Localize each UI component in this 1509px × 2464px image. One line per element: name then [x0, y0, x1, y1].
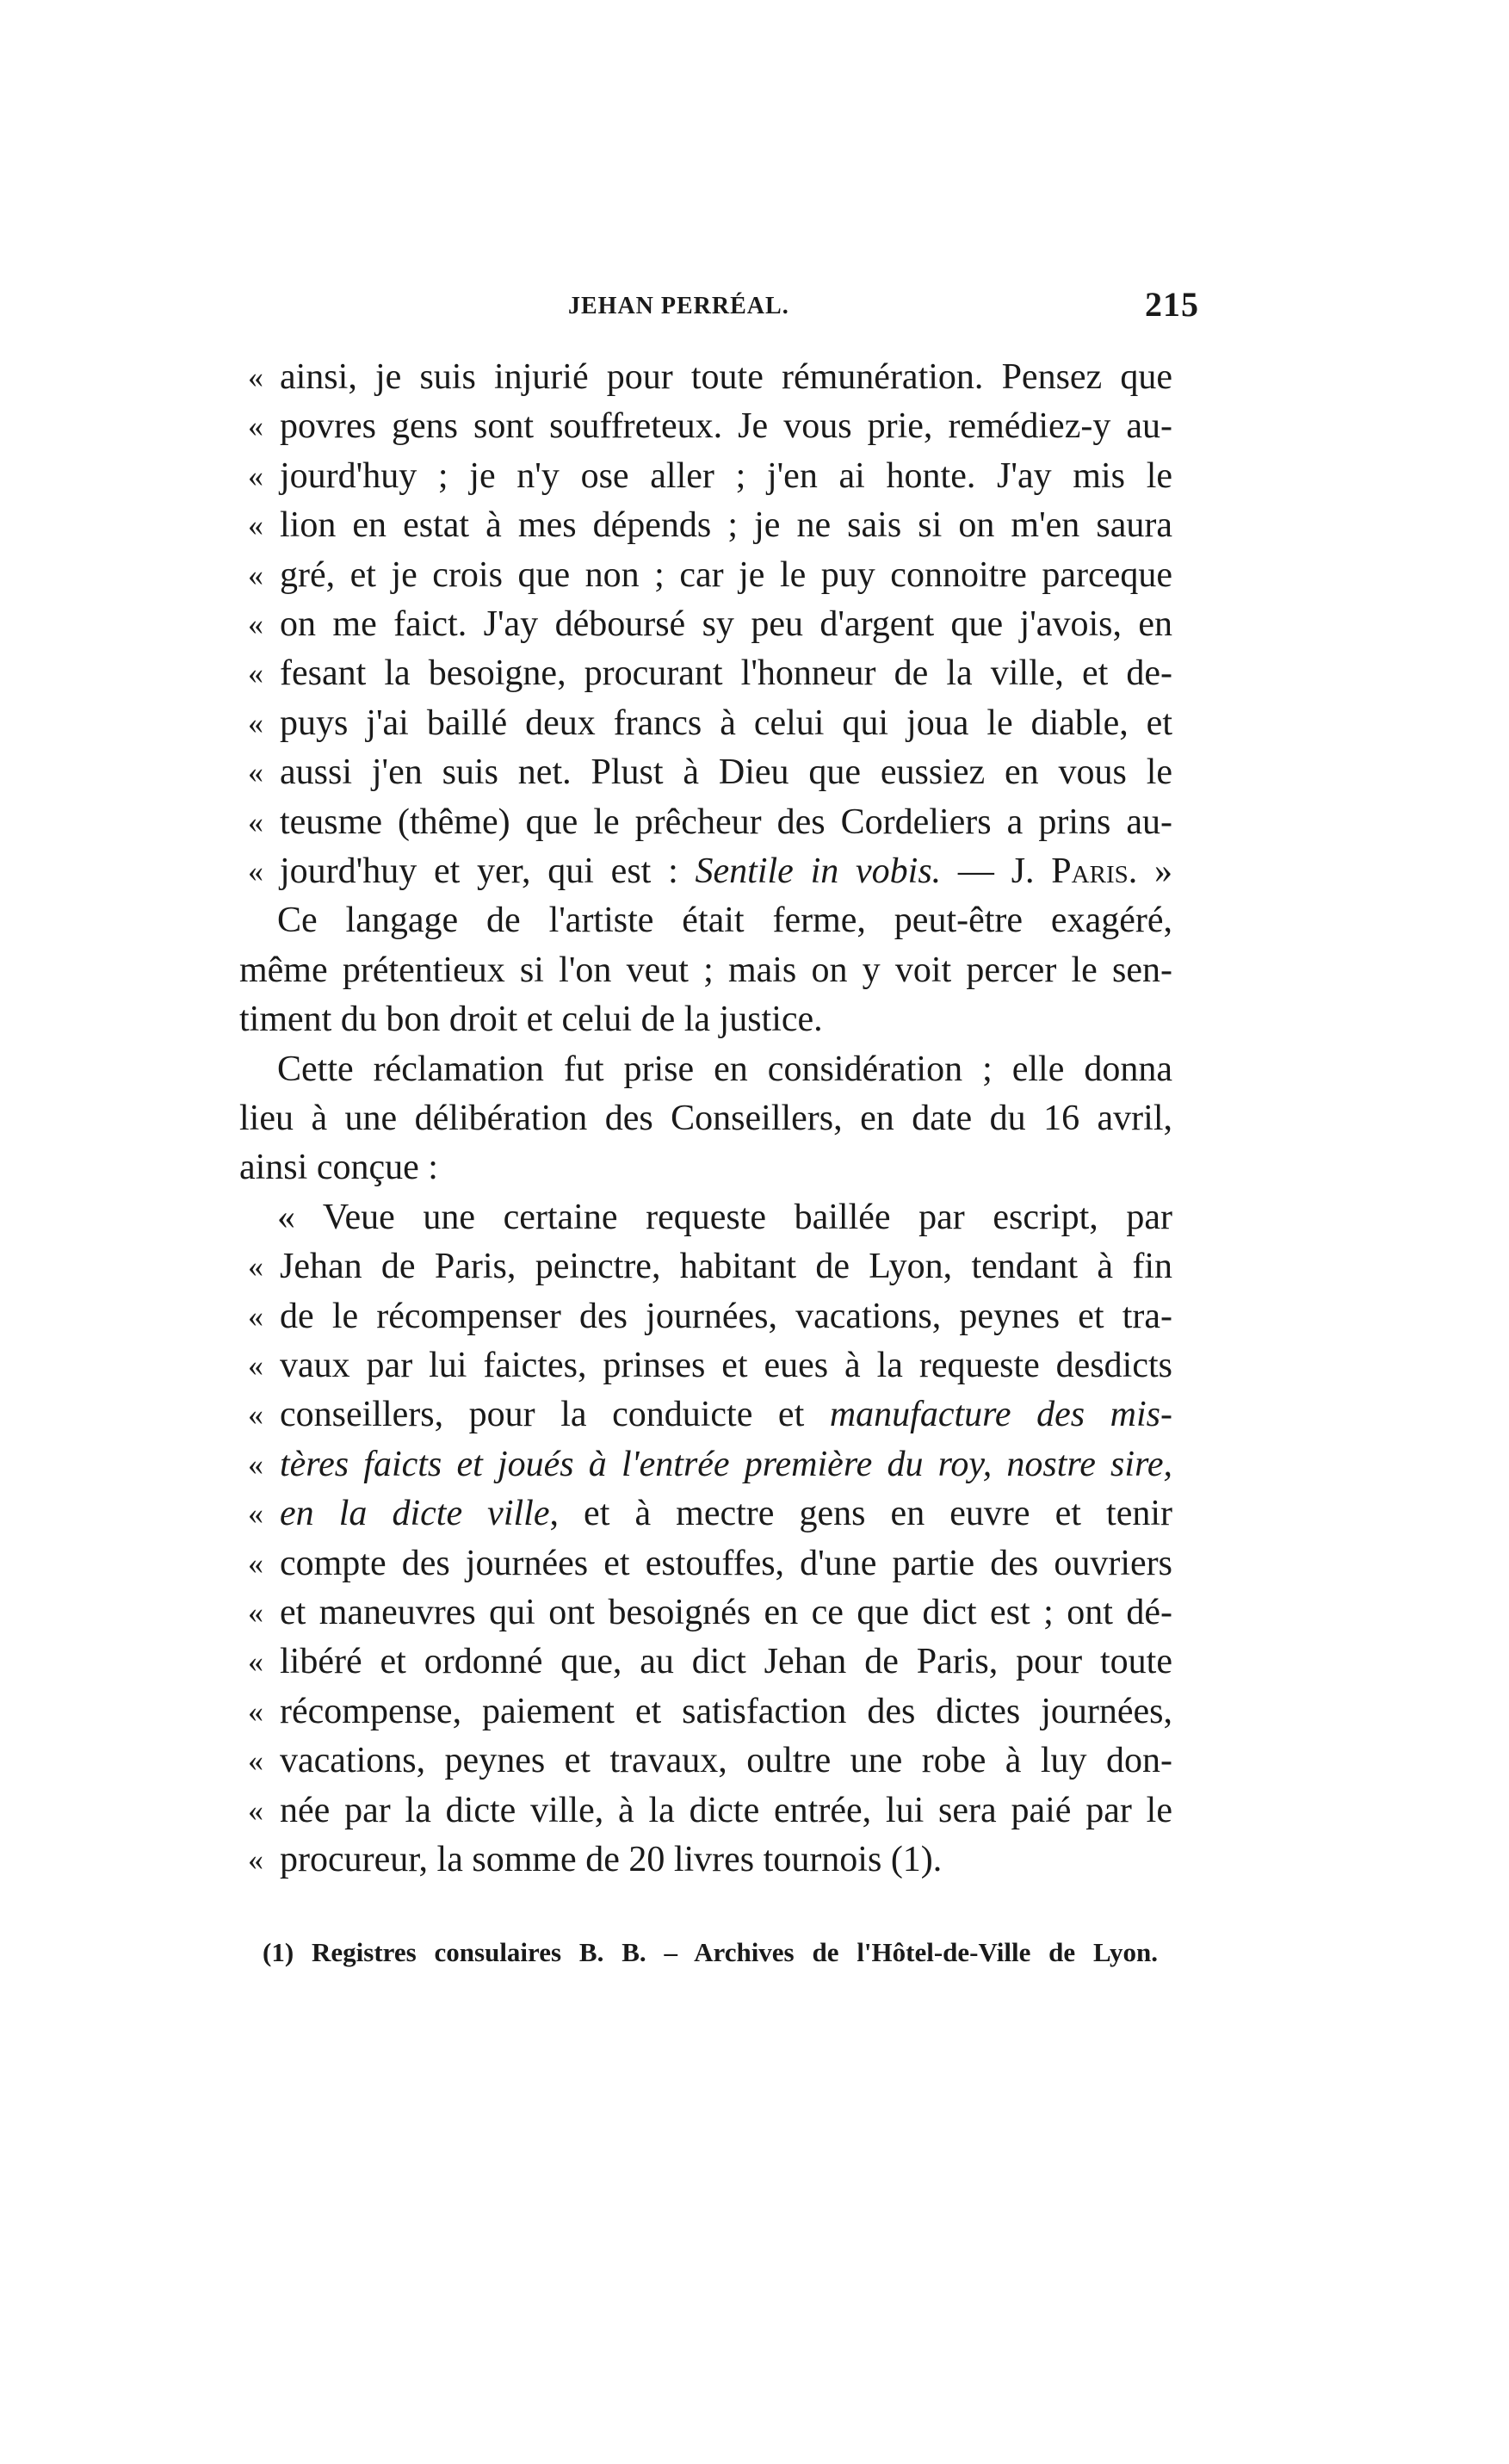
- line-text: [239, 946, 1172, 995]
- text-segment: Ce langage de l'artiste était ferme, peut-être exagéré,: [277, 901, 1172, 941]
- quote-mark: «: [248, 458, 263, 493]
- italic-text: manufacture des mis-: [829, 1395, 1172, 1435]
- quote-mark: «: [248, 1644, 263, 1680]
- line-text: [280, 1440, 1172, 1489]
- line-text: [280, 1588, 1172, 1638]
- text-segment: et maneuvres qui ont besoignés en ce que dict est ; ont dé-: [280, 1593, 1172, 1632]
- line-text: [277, 896, 1172, 945]
- running-head: JEHAN PERRÉAL.: [568, 293, 789, 319]
- italic-text: tères faicts et joués à l'entrée première du roy, nostre sire,: [280, 1444, 1172, 1484]
- text-segment: gré, et je crois que non ; car je le puy connoitre parceque: [280, 554, 1172, 595]
- text-segment: vacations, peynes et travaux, oultre une robe à luy don-: [280, 1741, 1172, 1781]
- quote-mark: «: [248, 656, 263, 691]
- line-text: [280, 1737, 1172, 1786]
- line-text: [280, 1638, 1172, 1687]
- text-segment: , et à mectre gens en euvre et tenir: [549, 1494, 1172, 1534]
- text-segment: jourd'huy ; je n'y ose aller ; j'en ai honte. J'ay mis le: [280, 455, 1172, 496]
- line-text: [280, 847, 1172, 896]
- line-text: [280, 1836, 1172, 1885]
- text-segment: timent du bon droit et celui de la justice.: [239, 1000, 823, 1040]
- line-text: [280, 1390, 1172, 1439]
- text-segment: compte des journées et estouffes, d'une partie des ouvriers: [280, 1543, 1172, 1583]
- line-text: [239, 1143, 1172, 1192]
- line-text: [280, 1242, 1172, 1291]
- text-segment: vaux par lui faictes, prinses et eues à la requeste desdicts: [280, 1346, 1172, 1385]
- line-text: [280, 748, 1172, 797]
- line-text: [280, 353, 1172, 402]
- quote-mark: «: [248, 557, 263, 592]
- quote-mark: «: [248, 1842, 263, 1877]
- line-text: [239, 995, 1172, 1044]
- text-segment: lion en estat à mes dépends ; je ne sais si on m'en saura: [280, 505, 1172, 546]
- text-segment: même prétentieux si l'on veut ; mais on y voit percer le sen-: [239, 950, 1172, 990]
- text-segment: Cette réclamation fut prise en considération ; elle donna: [277, 1049, 1172, 1089]
- text-segment: de le récompenser des journées, vacations, peynes et tra-: [280, 1296, 1172, 1336]
- text-segment: procureur, la somme de 20 livres tournois (1).: [280, 1840, 943, 1879]
- line-text: [280, 649, 1172, 698]
- quote-mark: «: [248, 705, 263, 740]
- text-segment: Jehan de Paris, peinctre, habitant de Lyon, tendant à fin: [280, 1247, 1172, 1287]
- quote-mark: «: [248, 1595, 263, 1630]
- page-number: 215: [1145, 285, 1199, 324]
- quote-mark: «: [248, 1446, 263, 1482]
- text-segment: lieu à une délibération des Conseillers, en date du 16 avril,: [239, 1099, 1172, 1138]
- line-text: [280, 798, 1172, 847]
- quote-mark: «: [248, 1298, 263, 1334]
- quote-mark: «: [248, 409, 263, 444]
- text-segment: jourd'huy et yer, qui est :: [280, 851, 696, 891]
- line-text: [280, 1489, 1172, 1538]
- quote-mark: «: [248, 360, 263, 394]
- text-segment: « Veue une certaine requeste baillée par escript, par: [277, 1197, 1172, 1237]
- text-segment: née par la dicte ville, à la dicte entrée, lui sera paié par le: [280, 1790, 1172, 1830]
- text-segment: conseillers, pour la conduicte et: [280, 1395, 830, 1435]
- line-text: [280, 1539, 1172, 1588]
- line-text: [277, 1045, 1172, 1094]
- line-text: [280, 551, 1172, 600]
- italic-text: en la dicte ville: [280, 1494, 550, 1534]
- footnote: (1) Registres consulaires B. B. – Archives de l'Hôtel-de-Ville de Lyon.: [263, 1937, 1158, 1967]
- quote-mark: «: [248, 755, 263, 790]
- quote-mark: «: [248, 607, 263, 641]
- line-text: [280, 501, 1172, 550]
- line-text: [280, 1786, 1172, 1836]
- text-segment: ainsi conçue :: [239, 1148, 438, 1188]
- quote-mark: «: [248, 1743, 263, 1779]
- text-segment: teusme (thême) que le prêcheur des Cordeliers a prins au-: [280, 802, 1172, 842]
- quote-mark: «: [248, 1693, 263, 1729]
- text-segment: libéré et ordonné que, au dict Jehan de Paris, pour toute: [280, 1642, 1172, 1682]
- text-segment: . »: [1128, 851, 1172, 891]
- quote-mark: «: [248, 1545, 263, 1581]
- text-segment: ainsi, je suis injurié pour toute rémunération. Pensez que: [280, 357, 1172, 397]
- text-segment: récompense, paiement et satisfaction des dictes journées,: [280, 1691, 1172, 1731]
- quote-mark: «: [248, 508, 263, 543]
- small-caps-text: Paris: [1051, 851, 1129, 891]
- text-segment: povres gens sont souffreteux. Je vous prie, remédiez-y au-: [280, 406, 1172, 447]
- line-text: [280, 402, 1172, 451]
- line-text: [277, 1193, 1172, 1242]
- line-text: [280, 600, 1172, 649]
- quote-mark: «: [248, 854, 263, 888]
- line-text: [280, 1687, 1172, 1737]
- line-text: [280, 452, 1172, 501]
- quote-mark: «: [248, 804, 263, 839]
- line-text: [280, 699, 1172, 748]
- line-text: [280, 1341, 1172, 1390]
- text-segment: — J.: [941, 851, 1052, 891]
- quote-mark: «: [248, 1348, 263, 1383]
- quote-mark: «: [248, 1792, 263, 1828]
- text-segment: aussi j'en suis net. Plust à Dieu que eussiez en vous le: [280, 752, 1172, 793]
- quote-mark: «: [248, 1249, 263, 1285]
- quote-mark: «: [248, 1397, 263, 1433]
- text-segment: on me faict. J'ay déboursé sy peu d'argent que j'avois, en: [280, 604, 1172, 644]
- text-segment: fesant la besoigne, procurant l'honneur de la ville, et de-: [280, 653, 1172, 694]
- italic-text: Sentile in vobis.: [695, 851, 942, 891]
- line-text: [239, 1094, 1172, 1143]
- line-text: [280, 1292, 1172, 1341]
- text-segment: puys j'ai baillé deux francs à celui qui joua le diable, et: [280, 703, 1172, 743]
- quote-mark: «: [248, 1496, 263, 1532]
